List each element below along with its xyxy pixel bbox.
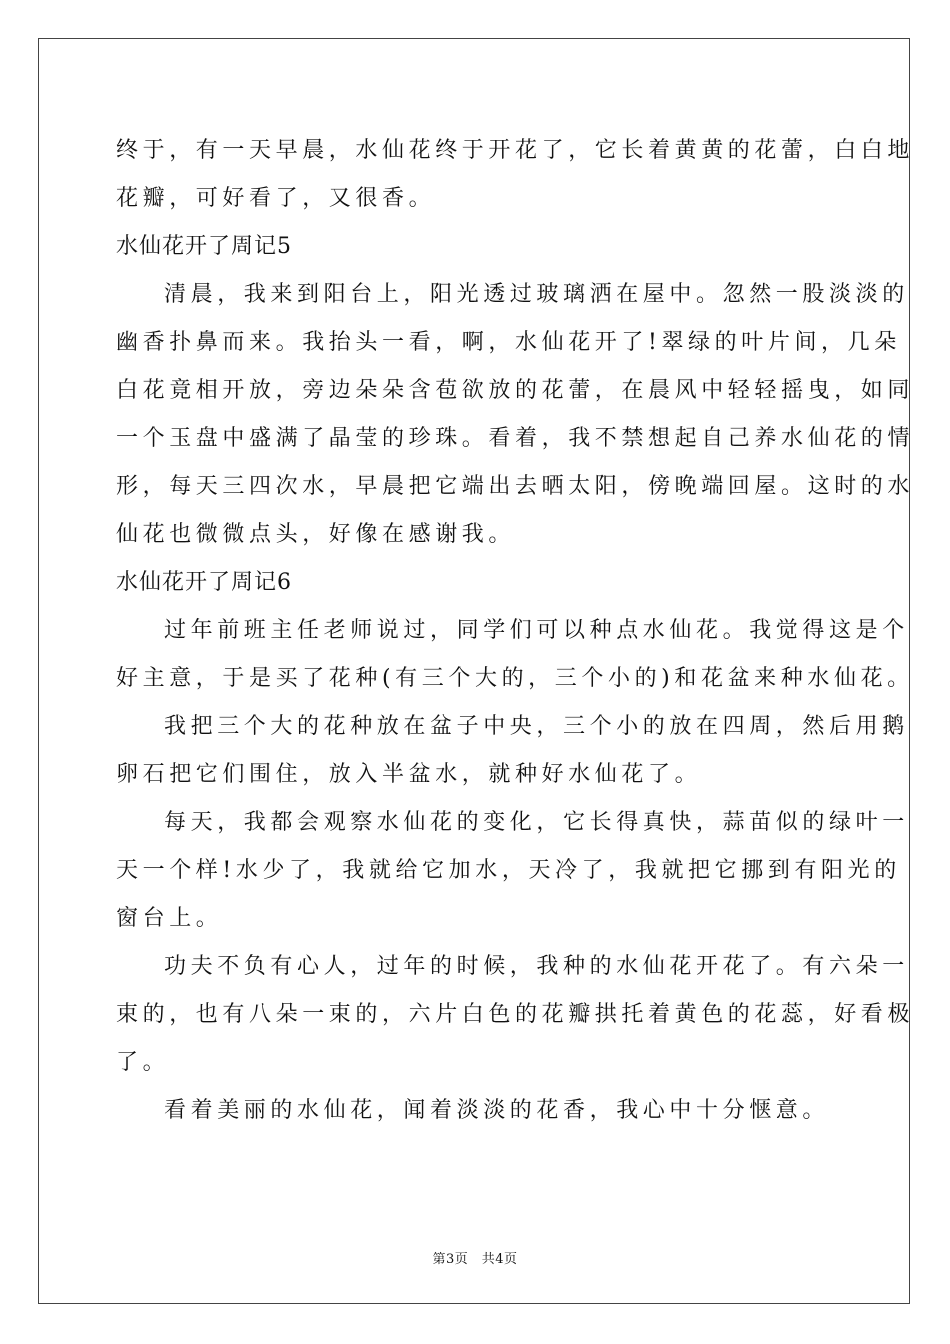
text-line: 好主意，于是买了花种(有三个大的，三个小的)和花盆来种水仙花。 <box>116 666 914 691</box>
text-line: 每天，我都会观察水仙花的变化，它长得真快，蒜苗似的绿叶一 <box>164 810 909 835</box>
text-line: 一个玉盘中盛满了晶莹的珍珠。看着，我不禁想起自己养水仙花的情 <box>116 426 915 451</box>
text-line: 花瓣，可好看了，又很香。 <box>116 186 436 211</box>
text-line: 过年前班主任老师说过，同学们可以种点水仙花。我觉得这是个 <box>164 618 909 643</box>
text-line: 仙花也微微点头，好像在感谢我。 <box>116 522 516 547</box>
text-line: 天一个样!水少了，我就给它加水，天冷了，我就把它挪到有阳光的 <box>116 858 901 883</box>
section-heading: 水仙花开了周记6 <box>116 570 292 595</box>
text-line: 卵石把它们围住，放入半盆水，就种好水仙花了。 <box>116 762 702 787</box>
document-body <box>116 127 915 1135</box>
text-line: 束的，也有八朵一束的，六片白色的花瓣拱托着黄色的花蕊，好看极 <box>116 1002 915 1027</box>
text-line: 幽香扑鼻而来。我抬头一看，啊，水仙花开了!翠绿的叶片间，几朵 <box>116 330 901 355</box>
text-line: 我把三个大的花种放在盆子中央，三个小的放在四周，然后用鹅 <box>164 714 909 739</box>
text-line: 看着美丽的水仙花，闻着淡淡的花香，我心中十分惬意。 <box>164 1098 830 1123</box>
text-line: 白花竟相开放，旁边朵朵含苞欲放的花蕾，在晨风中轻轻摇曳，如同 <box>116 378 915 403</box>
text-line: 功夫不负有心人，过年的时候，我种的水仙花开花了。有六朵一 <box>164 954 909 979</box>
text-line: 清晨，我来到阳台上，阳光透过玻璃洒在屋中。忽然一股淡淡的 <box>164 282 909 307</box>
text-line: 窗台上。 <box>116 906 223 931</box>
section-heading: 水仙花开了周记5 <box>116 234 292 259</box>
text-line: 形，每天三四次水，早晨把它端出去晒太阳，傍晚端回屋。这时的水 <box>116 474 915 499</box>
text-line: 了。 <box>116 1050 170 1075</box>
text-line: 终于，有一天早晨，水仙花终于开花了，它长着黄黄的花蕾，白白地 <box>116 138 915 163</box>
page-number: 第3页 共4页 <box>432 1252 518 1267</box>
